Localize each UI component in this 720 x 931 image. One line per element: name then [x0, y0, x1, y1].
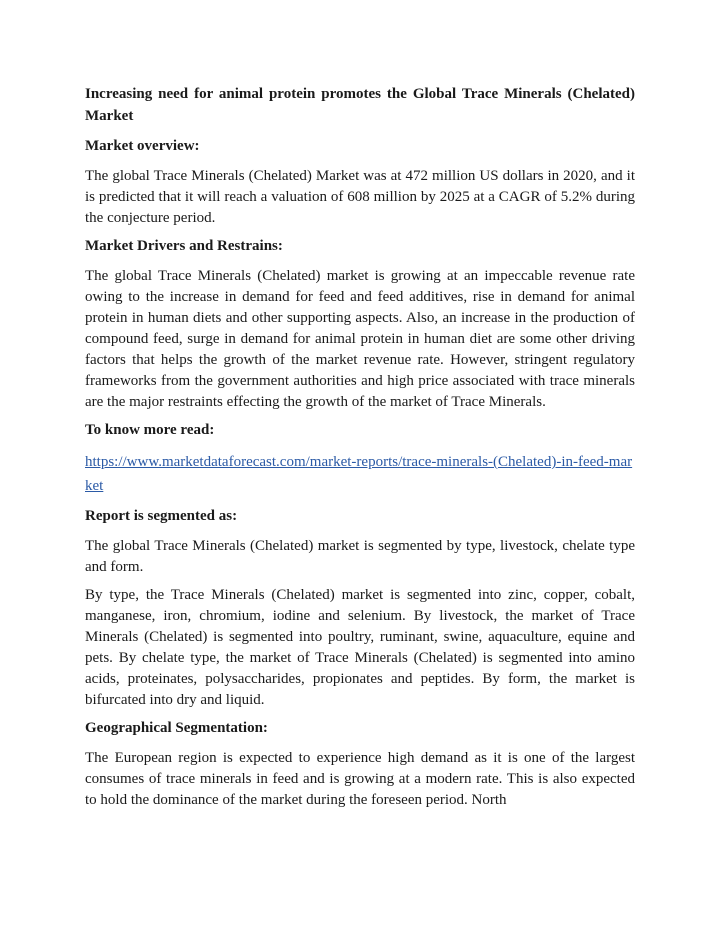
market-drivers-paragraph: The global Trace Minerals (Chelated) market is growing at an impeccable revenue rate owing to the increase in demand for feed and feed additives, rise in demand for animal protein in human diets and other supporting aspects. Also, an increase in the production of compound feed, surge in demand for animal protein in human diet are some other driving factors that helps the growth of the market revenue rate. However, stringent regulatory frameworks from the government authorities and high price associated with trace minerals are the major restraints effecting the growth of the market of Trace Minerals.: [85, 268, 635, 410]
report-link[interactable]: https://www.marketdataforecast.com/market-reports/trace-minerals-(Chelated)-in-feed-market: [85, 454, 633, 494]
market-overview-paragraph: The global Trace Minerals (Chelated) Market was at 472 million US dollars in 2020, and it is predicted that it will reach a valuation of 608 million by 2025 at a CAGR of 5.2% during the conjecture period.: [85, 168, 635, 226]
report-segmented-heading: Report is segmented as:: [85, 508, 238, 524]
geographical-segmentation-heading: Geographical Segmentation:: [85, 720, 268, 736]
market-overview-heading: Market overview:: [85, 138, 200, 154]
report-segmented-paragraph-2: By type, the Trace Minerals (Chelated) market is segmented into zinc, copper, cobalt, manganese, iron, chromium, iodine and selenium. By livestock, the market of Trace Minerals (Chelated) is segmented into poultry, ruminant, swine, aquaculture, equine and pets. By chelate type, the market of Trace Minerals (Chelated) is segmented into amino acids, proteinates, polysaccharides, propionates and peptides. By form, the market is bifurcated into dry and liquid.: [85, 587, 635, 708]
document-page: [85, 83, 635, 818]
document-title: Increasing need for animal protein promotes the Global Trace Minerals (Chelated) Market: [85, 86, 635, 124]
know-more-link-container: [85, 450, 635, 498]
know-more-heading: To know more read:: [85, 422, 215, 438]
geographical-segmentation-paragraph: The European region is expected to experience high demand as it is one of the largest consumes of trace minerals in feed and is growing at a modern rate. This is also expected to hold the dominance of the market during the foreseen period. North: [85, 750, 635, 808]
report-segmented-paragraph-1: The global Trace Minerals (Chelated) market is segmented by type, livestock, chelate type and form.: [85, 538, 635, 575]
market-drivers-heading: Market Drivers and Restrains:: [85, 238, 283, 254]
